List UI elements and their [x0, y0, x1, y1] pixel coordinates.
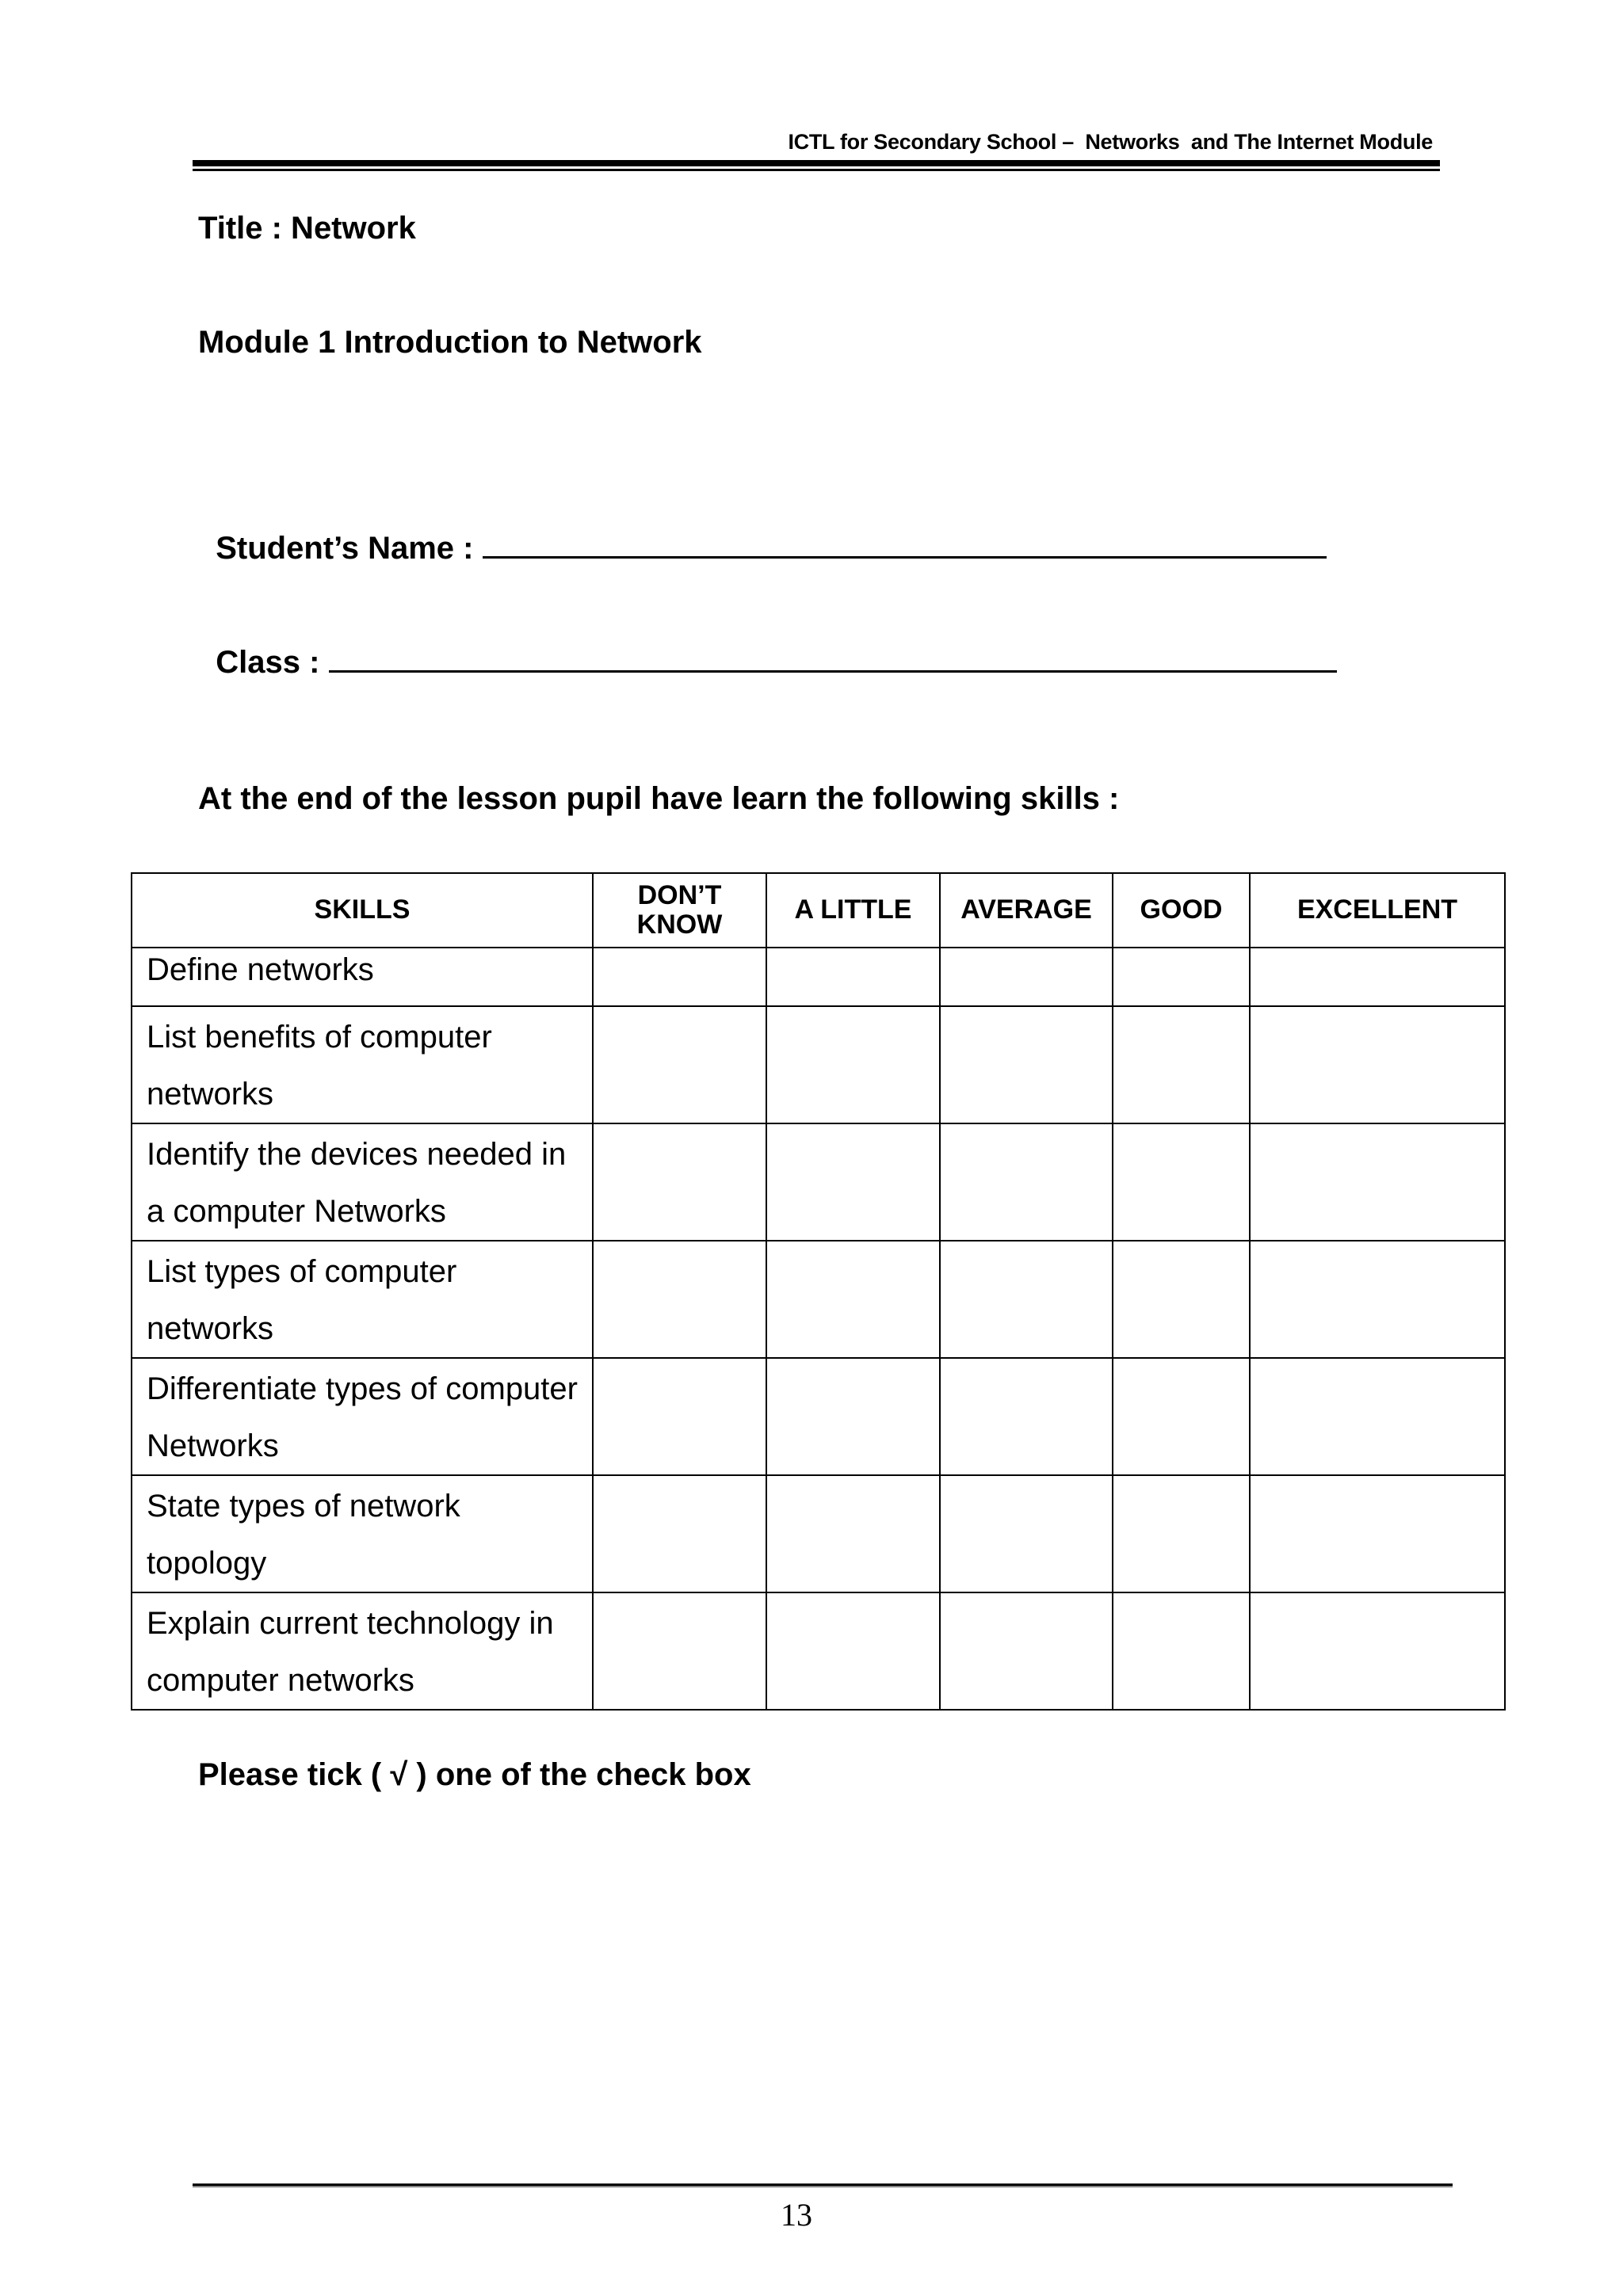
document-title: Title : Network	[198, 211, 416, 246]
checkbox-excellent[interactable]	[1250, 948, 1505, 1006]
checkbox-average[interactable]	[940, 1475, 1113, 1592]
module-heading: Module 1 Introduction to Network	[198, 325, 702, 360]
checkbox-good[interactable]	[1113, 1123, 1250, 1241]
table-row	[132, 948, 1505, 1006]
checkbox-a-little[interactable]	[766, 1475, 940, 1592]
checkbox-excellent[interactable]	[1250, 1475, 1505, 1592]
checkbox-a-little[interactable]	[766, 948, 940, 1006]
checkbox-dont-know[interactable]	[593, 948, 766, 1006]
checkbox-excellent[interactable]	[1250, 1006, 1505, 1123]
skill-cell: List types of computer networks	[132, 1241, 593, 1358]
checkbox-a-little[interactable]	[766, 1358, 940, 1475]
page-number: 13	[781, 2197, 812, 2233]
checkbox-a-little[interactable]	[766, 1241, 940, 1358]
table-row	[132, 1241, 1505, 1358]
checkbox-excellent[interactable]	[1250, 1123, 1505, 1241]
header-skills: SKILLS	[132, 873, 593, 948]
table-row	[132, 1123, 1505, 1241]
checkbox-dont-know[interactable]	[593, 1241, 766, 1358]
checkbox-average[interactable]	[940, 1006, 1113, 1123]
footer-rule	[193, 2183, 1453, 2186]
table-header-row	[132, 873, 1505, 948]
student-name-label: Student’s Name :	[216, 531, 483, 566]
skill-cell: Identify the devices needed in a computer Networks	[132, 1123, 593, 1241]
header-rule-thin	[193, 169, 1440, 171]
checkbox-a-little[interactable]	[766, 1006, 940, 1123]
checkbox-dont-know[interactable]	[593, 1006, 766, 1123]
class-label: Class :	[216, 645, 329, 680]
checkbox-good[interactable]	[1113, 1358, 1250, 1475]
checkbox-average[interactable]	[940, 1592, 1113, 1710]
checkbox-dont-know[interactable]	[593, 1123, 766, 1241]
running-header: ICTL for Secondary School – Networks and The Internet Module	[788, 130, 1433, 154]
checkbox-average[interactable]	[940, 1123, 1113, 1241]
header-good: GOOD	[1113, 873, 1250, 948]
class-field[interactable]	[329, 643, 1337, 673]
checkbox-good[interactable]	[1113, 1241, 1250, 1358]
header-average: AVERAGE	[940, 873, 1113, 948]
checkbox-good[interactable]	[1113, 1475, 1250, 1592]
table-row	[132, 1475, 1505, 1592]
tick-instruction: Please tick ( √ ) one of the check box	[198, 1757, 751, 1792]
checkbox-average[interactable]	[940, 1241, 1113, 1358]
table-row	[132, 1006, 1505, 1123]
table-row	[132, 1592, 1505, 1710]
skill-cell: Explain current technology in computer networks	[132, 1592, 593, 1710]
checkbox-good[interactable]	[1113, 1592, 1250, 1710]
checkbox-average[interactable]	[940, 948, 1113, 1006]
header-a-little: A LITTLE	[766, 873, 940, 948]
table-row	[132, 1358, 1505, 1475]
header-dont-know-label: DON’T KNOW	[636, 879, 723, 940]
checkbox-dont-know[interactable]	[593, 1592, 766, 1710]
skill-cell: Define networks	[132, 948, 593, 1006]
skill-cell: State types of network topology	[132, 1475, 593, 1592]
checkbox-excellent[interactable]	[1250, 1592, 1505, 1710]
class-row	[198, 612, 1337, 678]
skill-cell: Differentiate types of computer Networks	[132, 1358, 593, 1475]
header-dont-know	[593, 873, 766, 948]
checkbox-good[interactable]	[1113, 1006, 1250, 1123]
student-name-row	[198, 498, 1327, 564]
header-rule	[193, 160, 1440, 166]
checkbox-average[interactable]	[940, 1358, 1113, 1475]
skills-intro: At the end of the lesson pupil have learn the following skills :	[198, 781, 1120, 816]
checkbox-dont-know[interactable]	[593, 1358, 766, 1475]
checkbox-a-little[interactable]	[766, 1123, 940, 1241]
skills-table	[131, 872, 1506, 1711]
checkbox-excellent[interactable]	[1250, 1241, 1505, 1358]
checkbox-a-little[interactable]	[766, 1592, 940, 1710]
student-name-field[interactable]	[483, 529, 1327, 559]
header-excellent: EXCELLENT	[1250, 873, 1505, 948]
skill-cell: List benefits of computer networks	[132, 1006, 593, 1123]
checkbox-good[interactable]	[1113, 948, 1250, 1006]
checkbox-dont-know[interactable]	[593, 1475, 766, 1592]
checkbox-excellent[interactable]	[1250, 1358, 1505, 1475]
